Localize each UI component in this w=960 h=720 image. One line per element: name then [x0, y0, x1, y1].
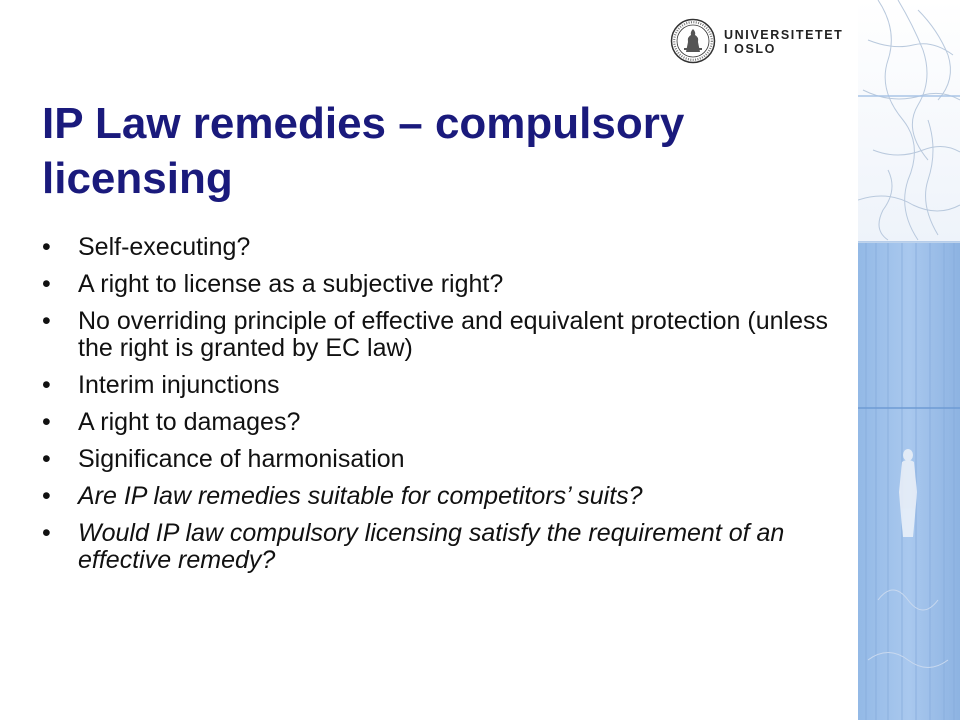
slide-title: IP Law remedies – compulsory licensing — [42, 99, 685, 203]
bullet-dot: • — [42, 482, 51, 510]
bullet-dot: • — [42, 307, 51, 335]
bullet-text: Would IP law compulsory licensing satisfy the requirement of an effective remedy? — [78, 519, 785, 574]
bullet-text: A right to license as a subjective right? — [78, 270, 504, 298]
logo-line-2: I OSLO — [724, 42, 776, 56]
bullet-dot: • — [42, 408, 51, 436]
bullet-item — [42, 520, 832, 574]
bullet-text: A right to damages? — [78, 408, 301, 436]
bullet-item — [42, 271, 832, 298]
bullet-dot: • — [42, 519, 51, 547]
bullet-item — [42, 446, 832, 473]
bullet-text: Significance of harmonisation — [78, 445, 405, 473]
bullet-text: No overriding principle of effective and equivalent protection (unless the right is granted by EC law) — [78, 307, 828, 362]
university-seal-icon — [670, 18, 716, 64]
bullet-dot: • — [42, 270, 51, 298]
university-logo — [670, 16, 850, 68]
logo-wordmark — [724, 28, 843, 56]
logo-line-1: UNIVERSITETET — [724, 28, 844, 42]
bullet-item — [42, 483, 832, 510]
bullet-dot: • — [42, 445, 51, 473]
bullet-item — [42, 409, 832, 436]
bullet-item — [42, 372, 832, 399]
bullet-list — [42, 234, 832, 584]
bullet-text: Self-executing? — [78, 233, 251, 261]
bullet-item — [42, 308, 832, 362]
bullet-dot: • — [42, 233, 51, 261]
bullet-dot: • — [42, 371, 51, 399]
bullet-text: Interim injunctions — [78, 371, 280, 399]
statue-decoration-icon — [858, 0, 960, 720]
bullet-item — [42, 234, 832, 261]
bullet-text: Are IP law remedies suitable for competitors’ suits? — [78, 482, 643, 510]
decorative-side-panel — [858, 0, 960, 720]
